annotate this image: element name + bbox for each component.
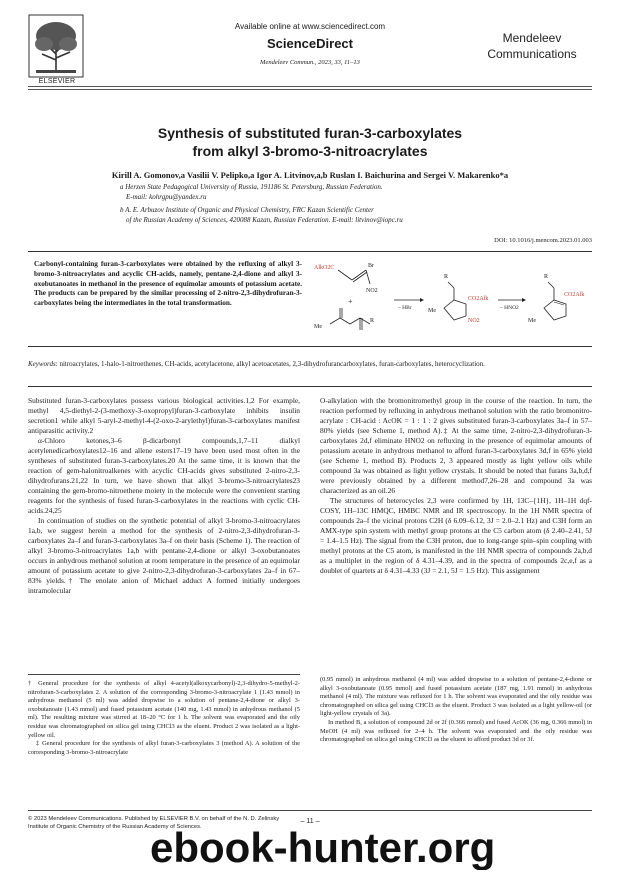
footnotes-left <box>28 680 300 757</box>
journal-brand <box>472 30 592 62</box>
arrow-step-1 <box>394 298 424 311</box>
label-co2alk-intermediate: CO2Alk <box>468 296 489 302</box>
affiliation-b-line-1: b A. E. Arbuzov Institute of Organic and Physical Chemistry, FRC Kazan Scientific Center <box>120 206 374 214</box>
keywords-text: : nitroacrylates, 1-halo-1-nitroethenes, CH-acids, acetylacetone, alkyl acetoacetates, 2,3-dihydrofurancarboxylates, furan-carboxylates, heterocyclization. <box>55 360 485 368</box>
label-me-product: Me <box>528 318 536 324</box>
sciencedirect-title: ScienceDirect <box>267 36 353 51</box>
paragraph: The structures of heterocycles 2,3 were confirmed by 1H, 13C–{1H}, 1H–1H dqf-COSY, 1H–13C HMQC, HMBC NMR and IR spectroscopy. In the 1H NMR spectra of compounds 2a–f the vicinal protons C2H (δ 6.09–6.12, 3J = 2.0–2.1 Hz) and C3H form an AMX-type spin system with methyl group protons at the C5 carbon atom (δ 2.40–2.41, 5J = 1.4–1.5 Hz). The signal from the C3H proton, due to long-range spin–spin coupling with methyl protons at the C5 atom, is manifested in the 1H NMR spectra of compounds 2a,b,d as a multiplet in the region of δ 4.31–4.39, and in the spectra of compounds 2c,e,f as a doublet of quartets at δ 4.31–4.33 (3J = 2.1, 5J = 1.5 Hz). This assignment <box>320 496 592 575</box>
elsevier-tree-logo <box>28 14 84 80</box>
abstract-text: Carbonyl-containing furan-3-carboxylates were obtained by the refluxing of alkyl 3-bromo-3-nitroacrylates and acyclic CH-acids, namely, pentane-2,4-dione and alkyl 3-oxobutanoates in methanol in the presence of equimolar amounts of potassium acetate. The products can be prepared by the similar processing of 2-nitro-2,3-dihydrofuran-3-carboxylates being the intermediates in the total transformation. <box>34 260 302 308</box>
paragraph: Substituted furan-3-carboxylates possess various biological activities.1,2 For example, methyl 4,5-diethyl-2-(3-methoxy-3-oxopropyl)furan-3-carboxylate inhibits insulin secretion1 while alkyl 5-aryl-2-methyl-4-(2-oxo-2-arylethyl)furan-3-carboxylates manifest antiparasitic activity.2 <box>28 396 300 435</box>
intermediate-dihydrofuran <box>428 274 488 324</box>
article-title <box>60 124 560 160</box>
page-number: – 11 – <box>300 818 320 825</box>
footnote: In method B, a solution of compound 2d or 2f (0.366 mmol) and fused AcOK (36 mg, 0.366 mmol) in MeOH (4 ml) was refluxed for 2–4 h. The solvent was evaporated and the oily residue was chromatographed on silica gel using CHCl3 as the eluent to afford product 3d or 3f. <box>320 718 592 744</box>
keywords-label: Keywords <box>28 360 56 368</box>
label-alko2c: AlkO2C <box>314 265 335 271</box>
affiliation-b <box>120 206 580 225</box>
affiliation-a-line-2: E-mail: kohrgpu@yandex.ru <box>126 192 207 201</box>
label-r-intermediate: R <box>444 274 449 280</box>
footer-rule <box>28 810 592 811</box>
label-r-reagent: R <box>370 318 375 324</box>
watermark-text: ebook-hunter.org <box>150 824 496 870</box>
header-rule <box>28 86 592 87</box>
author-list: Kirill A. Gomonov,a Vasilii V. Pelipko,a Igor A. Litvinov,a,b Ruslan I. Baichurina and Sergei V. Makarenko*a <box>111 170 509 180</box>
affiliation-a-line-1: a Herzen State Pedagogical University of Russia, 191186 St. Petersburg, Russian Federation. <box>120 183 383 191</box>
footnote: ‡ General procedure for the synthesis of alkyl furan-3-carboxylates 3 (method A). A solution of the corresponding 3-bromo-3-nitroacrylate <box>28 740 300 756</box>
label-me-intermediate: Me <box>428 308 436 314</box>
footnote: † General procedure for the synthesis of alkyl 4-acetyl(alkoxycarbonyl)-2,3-dihydro-5-methyl-2-nitrofuran-3-carboxylates 2. A solution of the corresponding 3-bromo-3-nitroacrylate 1 (1.43 mmol) in anhydrous methanol (5 ml) was added dropwise to a solution of pentane-2,4-dione or alkyl 3-oxobutanoate (1.43 mmol) and fused potassium acetate (140 mg, 1.43 mmol) in anhydrous methanol (5 ml). The resulting mixture was stirred at 18–20 °C for 1 h. The solvent was evaporated and the oily residue was chromatographed on silica gel using CHCl3 as the eluent. Product 2 was isolated as a light-yellow oil. <box>28 680 300 739</box>
reaction-scheme <box>308 256 592 344</box>
brand-line-1: Mendeleev <box>502 31 562 45</box>
keywords-rule <box>28 386 592 387</box>
label-no2-reagent: NO2 <box>366 288 378 294</box>
affiliation-a <box>120 183 580 202</box>
affiliation-b-line-2: of the Russian Academy of Sciences, 420088 Kazan, Russian Federation. E-mail: litvinov@iopc.ru <box>126 215 403 224</box>
keywords <box>28 360 592 370</box>
title-line-2: from alkyl 3-bromo-3-nitroacrylates <box>192 143 428 159</box>
label-r-product: R <box>544 274 549 280</box>
header-rule-2 <box>28 89 592 90</box>
title-line-1: Synthesis of substituted furan-3-carboxylates <box>157 125 463 141</box>
product-furan <box>528 274 584 324</box>
label-no2-intermediate: NO2 <box>468 318 480 324</box>
watermark <box>148 822 608 870</box>
journal-reference: Mendeleev Commun., 2023, 33, 11–13 <box>260 59 360 66</box>
label-co2alk-product: CO2Alk <box>564 292 585 298</box>
brand-line-2: Communications <box>487 47 577 61</box>
body-column-right <box>320 396 592 576</box>
publisher-name: ELSEVIER <box>38 78 76 85</box>
footnote: (0.95 mmol) in anhydrous methanol (4 ml) was added dropwise to a solution of pentane-2,4-dione or alkyl 3-oxobutanoate (0.95 mmol) and fused potassium acetate (187 mg, 1.91 mmol) in anhydrous methanol (4 ml). The mixture was refluxed for 1 h. The solvent was evaporated and the oily residue was chromatographed on silica gel using CHCl3 as the eluent. Product 3 was isolated as a light yellow-oil (or light-yellow crystals of 3a). <box>320 676 592 718</box>
footnotes-right <box>320 676 592 745</box>
available-online: Available online at www.sciencedirect.com <box>234 22 386 31</box>
label-minus-hbr: – HBr <box>398 305 412 311</box>
label-me-reagent: Me <box>314 324 322 330</box>
paragraph: α-Chloro ketones,3–6 β-dicarbonyl compounds,1,7–11 dialkyl acetylenedicarboxylates12–16 and allene esters17–19 have been used most often in the syntheses of substituted furan-3-carboxylates.20 At the same time, it is known that the reaction of gem-halonitroalkenes with acyclic CH-acids gives substituted 2-nitro-2,3-dihydrofurans.21,22 In turn, we have shown that alkyl 3-bromo-3-nitroacrylates23 containing the gem-bromo-nitroethene moiety in the molecule were the convenient starting reagents for the synthesis of fused furan-3-carboxylates in the reactions with cyclic CH-acids.24,25 <box>28 436 300 515</box>
plus-sign: + <box>348 297 353 306</box>
journal-header <box>0 0 620 88</box>
label-minus-hno2: – HNO2 <box>500 305 519 311</box>
paragraph: In continuation of studies on the synthetic potential of alkyl 3-bromo-3-nitroacrylates 1a,b, we suggest herein a method for the synthesis of 2-nitro-2,3-dihydrofuran-3-carboxylates 2a–f and furan-3-carboxylates 3a–f on their basis (Scheme 1). The reaction of alkyl 3-bromo-3-nitroacrylates 1a,b with pentane-2,4-dione or alkyl 3-oxobutanoates occurs in anhydrous methanol solution at room temperature in the presence of an equimolar amount of potassium acetate to give 2-nitro-2,3-dihydrofuran-3-carboxylates 2a–f in 67–83% yields.† The enolate anion of Michael adduct A formed initially undergoes intramolecular <box>28 516 300 595</box>
reagent-ch-acid <box>314 308 374 330</box>
body-column-left <box>28 396 300 596</box>
doi-link[interactable]: DOI: 10.1016/j.mencom.2023.01.003 <box>494 237 592 244</box>
footnote-rule-left <box>28 674 300 675</box>
arrow-step-2 <box>498 298 526 311</box>
paragraph: O-alkylation with the bromonitromethyl group in the course of the reaction. In turn, the reaction performed by refluxing in anhydrous methanol solution with the ratio bromonitro-acrylate : CH-acid : AcOK = 1 : 1 : 2 gives substituted furan-3-carboxylates 3a–f in 57–80% yields (see Scheme 1, method A).‡ At the same time, 2-nitro-2,3-dihydrofuran-3-carboxylates 2d,f eliminate HNO2 on refluxing in the presence of equimolar amounts of potassium acetate in anhydrous methanol to afford furan-3-carboxylates 3d,f in 65% yield (see Scheme 1, method B). Products 2, 3 appeared mostly as light yellow oils while compound 3a was obtained as light yellow crystals. It should be noted that furans 3a,b,d,f were previously obtained by a different method7,26–28 and compound 3a was characterized as an oil.26 <box>320 396 592 495</box>
label-br: Br <box>368 263 374 269</box>
reagent-nitroacrylate <box>314 263 378 294</box>
copyright-notice: © 2023 Mendeleev Communications. Published by ELSEVIER B.V. on behalf of the N. D. Zelinsky Institute of Organic Chemistry of the Russian Academy of Sciences. <box>28 816 280 830</box>
